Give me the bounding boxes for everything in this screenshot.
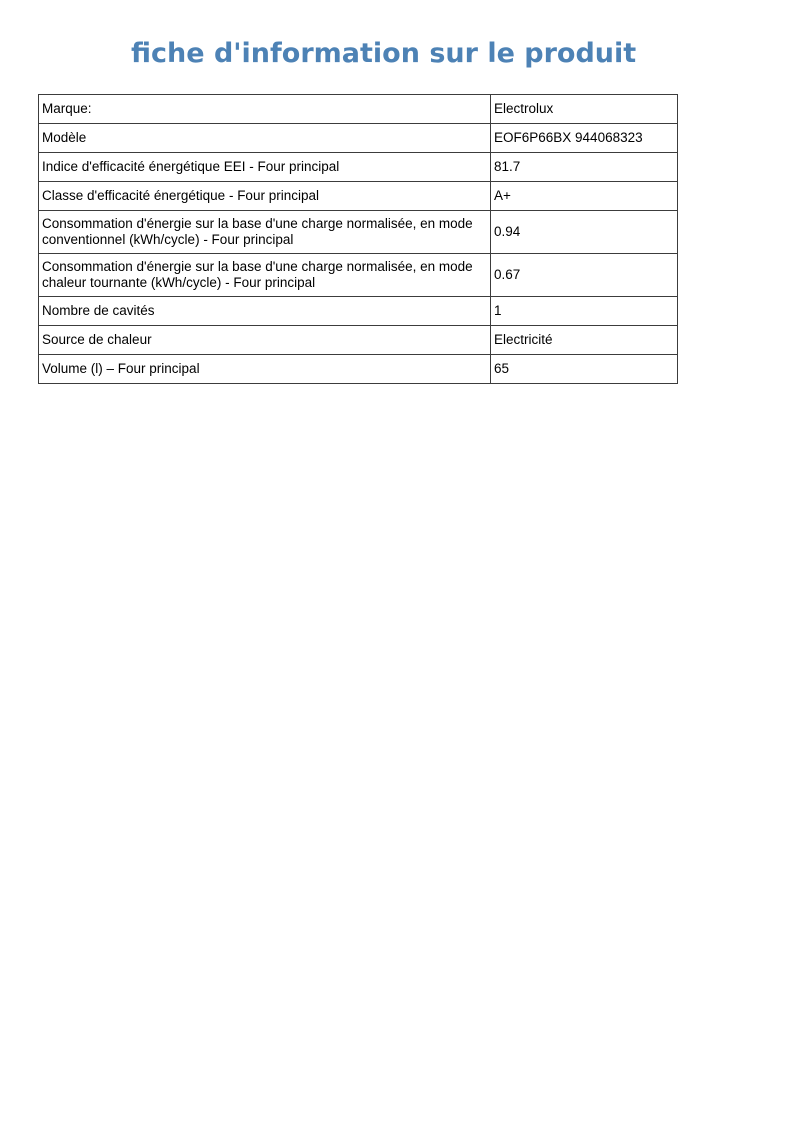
row-label: Consommation d'énergie sur la base d'une charge normalisée, en mode chaleur tournante (kWh/cycle) - Four principal — [39, 254, 491, 297]
row-value: 81.7 — [491, 153, 678, 182]
row-label: Indice d'efficacité énergétique EEI - Four principal — [39, 153, 491, 182]
table-row — [39, 124, 678, 153]
row-label: Consommation d'énergie sur la base d'une charge normalisée, en mode conventionnel (kWh/cycle) - Four principal — [39, 211, 491, 254]
row-label: Modèle — [39, 124, 491, 153]
table-row — [39, 355, 678, 384]
row-value: Electrolux — [491, 95, 678, 124]
row-value: A+ — [491, 182, 678, 211]
row-value: 0.94 — [491, 211, 678, 254]
table-row — [39, 211, 678, 254]
row-value: 0.67 — [491, 254, 678, 297]
row-label: Classe d'efficacité énergétique - Four principal — [39, 182, 491, 211]
table-row — [39, 297, 678, 326]
row-label: Marque: — [39, 95, 491, 124]
row-label: Volume (l) – Four principal — [39, 355, 491, 384]
row-label: Source de chaleur — [39, 326, 491, 355]
row-label: Nombre de cavités — [39, 297, 491, 326]
table-row — [39, 95, 678, 124]
row-value: EOF6P66BX 944068323 — [491, 124, 678, 153]
product-info-table — [38, 94, 678, 384]
table-row — [39, 182, 678, 211]
product-table-body — [39, 95, 678, 384]
row-value: Electricité — [491, 326, 678, 355]
row-value: 1 — [491, 297, 678, 326]
table-row — [39, 254, 678, 297]
table-row — [39, 153, 678, 182]
page-title: fiche d'information sur le produit — [131, 38, 637, 69]
row-value: 65 — [491, 355, 678, 384]
table-row — [39, 326, 678, 355]
